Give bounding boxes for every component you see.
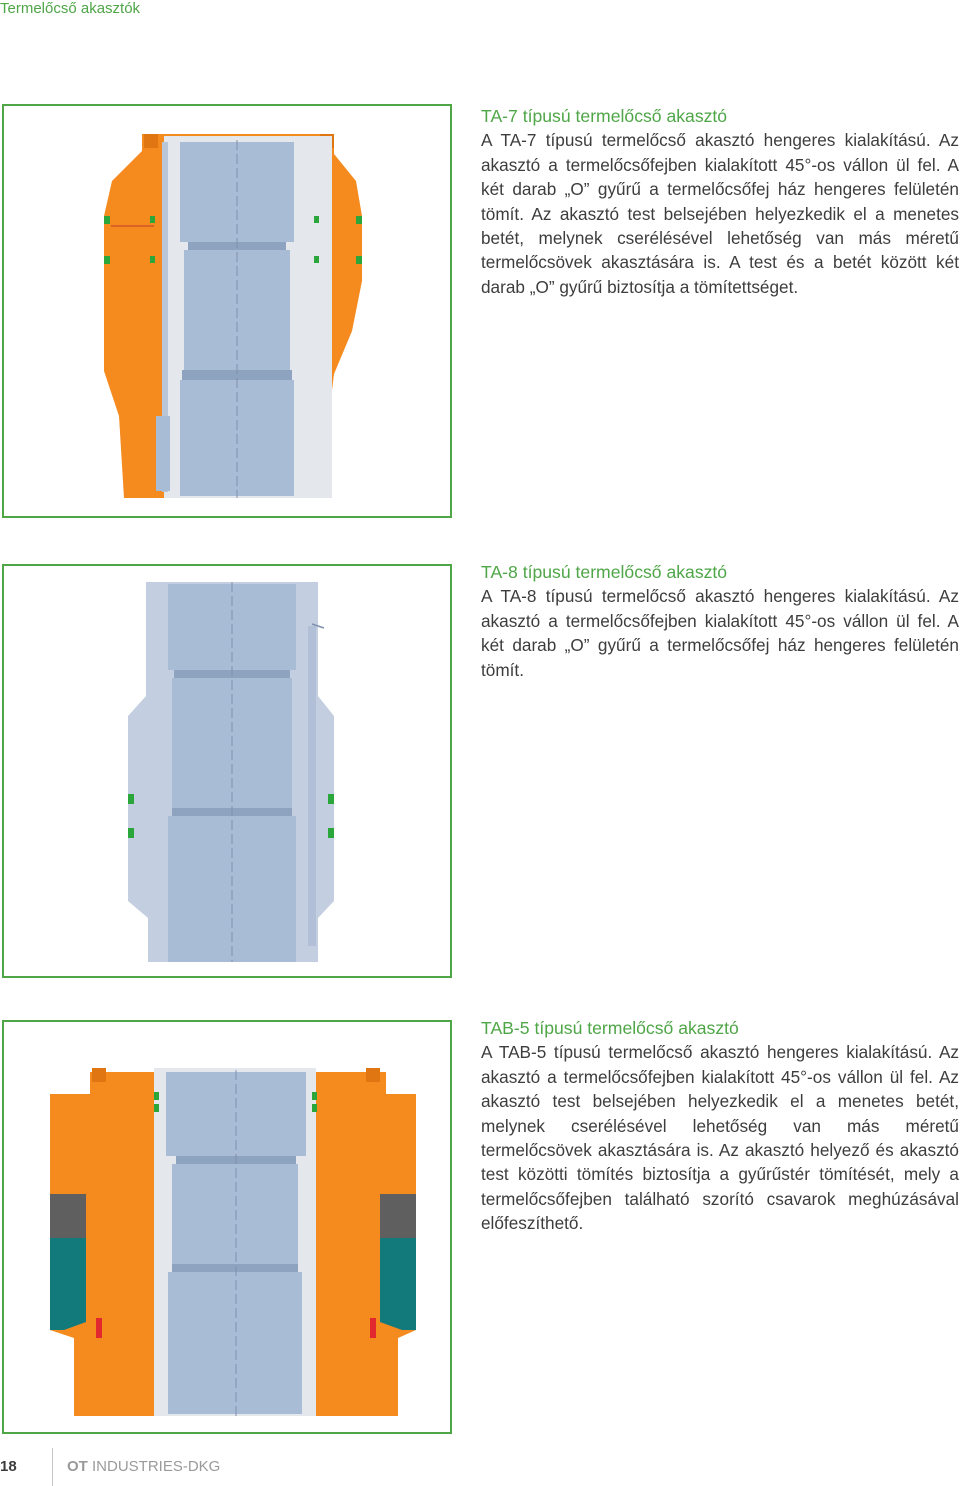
footer-divider xyxy=(52,1448,53,1486)
section-title: TAB-5 típusú termelőcső akasztó xyxy=(481,1018,739,1038)
footer-brand xyxy=(67,1458,220,1475)
section-ta7 xyxy=(481,104,959,299)
section-tab5 xyxy=(481,1016,959,1236)
page-number: 18 xyxy=(0,1458,17,1475)
section-body: A TA-8 típusú termelőcső akasztó hengeres kialakítású. Az akasztó a termelőcsőfejben kialakított 45°-os vállon ül fel. A két darab „O” gyűrű a termelőcsőfej ház hengeres felületén tömít. xyxy=(481,586,959,680)
section-body: A TAB-5 típusú termelőcső akasztó hengeres kialakítású. Az akasztó a termelőcsőfejben kialakított 45°-os vállon ül fel. Az akasztó test belsejében helyezkedik el a menetes betét, melynek cserélésével lehetőség van más méretű termelőcsövek akasztására is. Az akasztó helyező és akasztó test közötti tömítés biztosítja a gyűrűstér tömítését, mely a termelőcsőfejben található szorító csavarok meghúzásával előfeszíthető. xyxy=(481,1042,959,1234)
section-ta8 xyxy=(481,560,959,682)
brand-rest: INDUSTRIES-DKG xyxy=(87,1458,221,1475)
section-body: A TA-7 típusú termelőcső akasztó hengeres kialakítású. Az akasztó a termelőcsőfejben kialakított 45°-os vállon ül fel. A két darab „O” gyűrű a termelőcsőfej ház hengeres felületén tömít. Az akasztó test belsejében helyezkedik el a menetes betét, melynek cserélésével lehetőség van más méretű termelőcsövek akasztására is. A test és a betét között két darab „O” gyűrű biztosítja a tömítettséget. xyxy=(481,130,959,297)
section-title: TA-8 típusú termelőcső akasztó xyxy=(481,562,728,582)
brand-bold: OT xyxy=(67,1458,88,1475)
tab5-cross-section-drawing xyxy=(4,1022,450,1432)
ta7-cross-section-drawing xyxy=(4,106,450,516)
ta8-cross-section-drawing xyxy=(4,566,450,976)
running-header: Termelőcső akasztók xyxy=(0,0,141,17)
figure-ta7 xyxy=(2,104,452,518)
figure-tab5 xyxy=(2,1020,452,1434)
section-title: TA-7 típusú termelőcső akasztó xyxy=(481,106,728,126)
figure-ta8 xyxy=(2,564,452,978)
